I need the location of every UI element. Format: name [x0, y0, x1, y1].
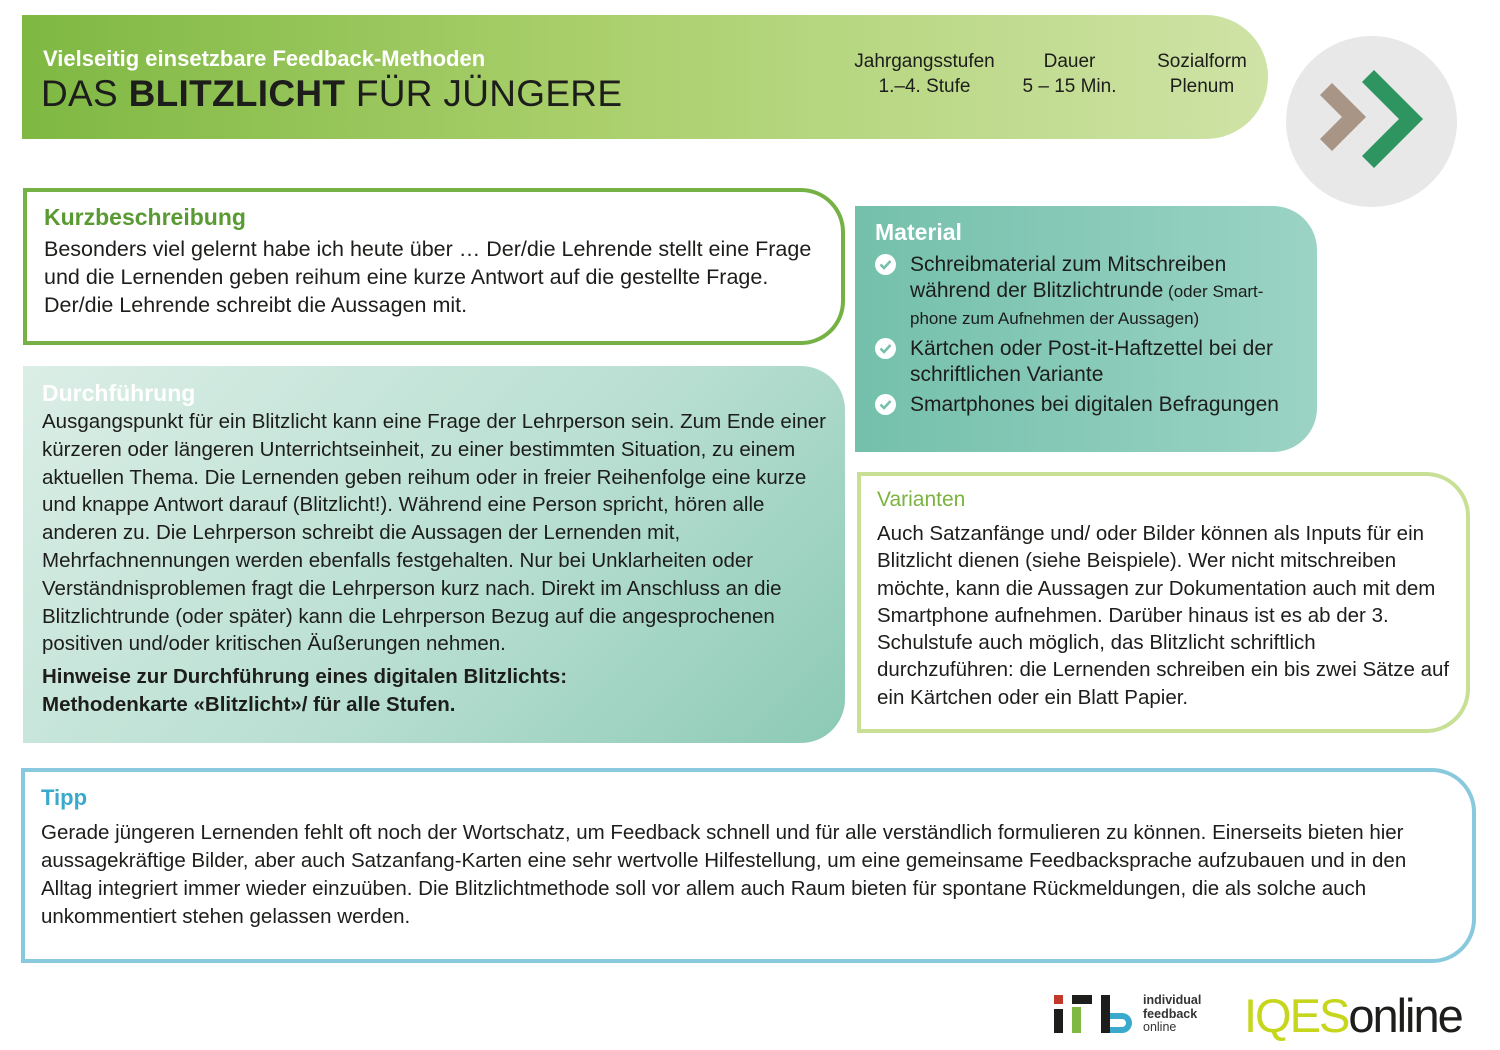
- variants-card: [857, 472, 1470, 733]
- iqes-logo-part: IQES: [1244, 989, 1349, 1042]
- meta-label: Jahrgangsstufen: [854, 51, 995, 72]
- material-card: [855, 206, 1317, 452]
- procedure-hint: [42, 663, 827, 719]
- tip-heading: Tipp: [41, 785, 88, 810]
- meta-value: Plenum: [1169, 76, 1235, 97]
- procedure-text: Ausgangspunkt für ein Blitzlicht kann eine Frage der Lehrperson sein. Zum Ende einer kürzeren oder längeren Unterrichtseinheit, zu einer bestimmten Situation, zu einem aktuellen Thema. Die Lernenden geben reihum oder in freier Reihenfolge eine kurze und knappe Antwort darauf (Blitzlicht!). Während eine Person spricht, hören alle anderen zu. Die Lehrperson schreibt die Aussagen der Lernenden mit, Mehrfachnennungen werden ebenfalls festgehalten. Nur bei Unklarheiten oder Verständnisproblemen fragt die Lehrperson kurz nach. Direkt im Anschluss an die Blitzlichtrunde (oder später) kann die Lehrperson Bezug auf die angesprochenen positiven und/oder kritischen Äußerungen nehmen.: [42, 410, 827, 656]
- iqes-logo: [1244, 988, 1462, 1043]
- chevron-double-right-icon: [1286, 36, 1457, 207]
- procedure-heading: Durchführung: [42, 380, 196, 406]
- tip-card: [21, 768, 1476, 963]
- tip-text: Gerade jüngeren Lernenden fehlt oft noch der Wortschatz, um Feedback schnell und für alle verständlich formulieren zu können. Einerseits bieten hier aussagekräftige Bilder, aber auch Satzanfang-Karten eine sehr wertvolle Hilfestellung, um eine gemeinsame Feedbacksprache aufzubauen und in den Alltag integriert immer wieder einzuüben. Die Blitzlichtmethode soll vor allem auch Raum bieten für spontane Rückmeldungen, die als solche auch unkommentiert stehen gelassen werden.: [41, 821, 1407, 928]
- variants-text: Auch Satzanfänge und/ oder Bilder können als Inputs für ein Blitzlicht dienen (siehe Beispiele). Wer nicht mitschreiben möchte, kann die Aussagen zur Dokumentation auch mit dem Smartphone aufnehmen. Darüber hinaus ist es ab der 3. Schulstufe auch möglich, das Blitzlicht schriftlich durchzuführen: die Lernenden schreiben ein bis zwei Sätze auf ein Kärtchen oder ein Blatt Papier.: [877, 522, 1450, 709]
- short-description-heading: Kurzbeschreibung: [44, 204, 246, 230]
- ifb-logo-text: [1143, 994, 1201, 1035]
- iqes-logo-part: online: [1348, 989, 1462, 1042]
- ifb-text-line: feedback: [1143, 1006, 1198, 1021]
- material-item-note: (oder Smartphone zum Aufnehmen der Aussagen): [910, 282, 1264, 328]
- ifb-text-line: individual: [1143, 993, 1202, 1007]
- material-item-text: Smartphones bei digitalen Befragungen: [910, 393, 1279, 416]
- check-circle-icon: [875, 254, 896, 275]
- procedure-hint-line: Hinweise zur Durchführung eines digitalen Blitzlichts:: [42, 665, 568, 689]
- meta-grade-levels: [842, 49, 1007, 99]
- material-item-text: Kärtchen oder Post-it-Haftzettel bei der schriftlichen Variante: [910, 337, 1274, 386]
- procedure-hint-line: Methodenkarte «Blitzlicht»/ für alle Stufen.: [42, 693, 456, 717]
- header-banner: [22, 15, 1268, 139]
- meta-value: 5 – 15 Min.: [1022, 76, 1117, 97]
- short-description-text: Besonders viel gelernt habe ich heute über … Der/die Lehrende stellt eine Frage und die Lernenden geben reihum eine kurze Antwort auf die gestellte Frage. Der/die Lehrende schreibt die Aussagen mit.: [44, 237, 812, 317]
- short-description-card: [23, 188, 845, 345]
- material-item: [875, 252, 1303, 332]
- title-prefix: DAS: [41, 73, 129, 114]
- procedure-card: [23, 366, 845, 743]
- title-bold: BLITZLICHT: [128, 73, 346, 114]
- header-subtitle: Vielseitig einsetzbare Feedback-Methoden: [43, 46, 486, 71]
- ifb-text-line: online: [1143, 1020, 1177, 1034]
- meta-value: 1.–4. Stufe: [878, 76, 971, 97]
- check-circle-icon: [875, 338, 896, 359]
- meta-social-form: [1142, 49, 1262, 99]
- material-item-text: Schreibmaterial zum Mitschreiben während der Blitzlichtrunde: [910, 253, 1227, 302]
- material-heading: Material: [875, 219, 962, 245]
- title-suffix: FÜR JÜNGERE: [345, 73, 623, 114]
- chevron-logo: [1286, 36, 1457, 207]
- material-item: [875, 392, 1303, 418]
- meta-label: Dauer: [1043, 51, 1096, 72]
- variants-heading: Varianten: [877, 488, 966, 511]
- meta-duration: [1012, 49, 1127, 99]
- material-item: [875, 336, 1303, 388]
- check-circle-icon: [875, 394, 896, 415]
- meta-label: Sozialform: [1157, 51, 1247, 72]
- page-title: [41, 73, 622, 115]
